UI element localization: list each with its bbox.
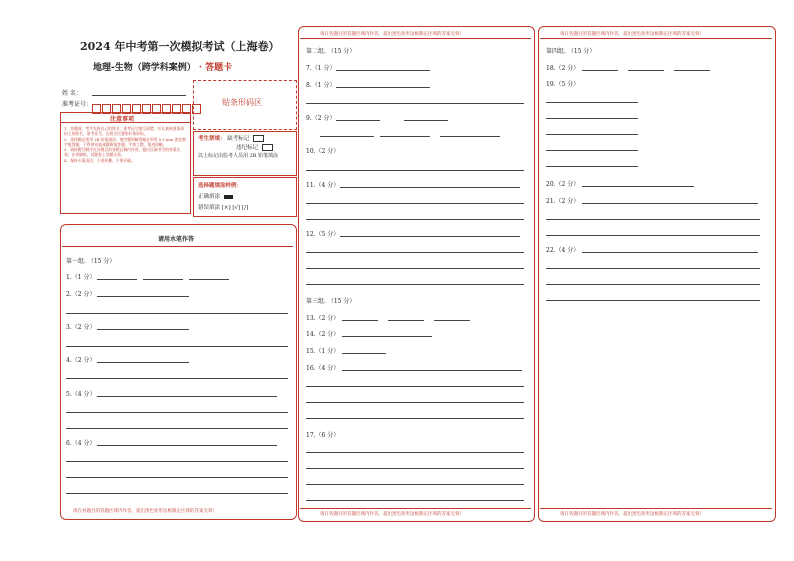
group3-title: 第三组. （15 分）: [306, 298, 356, 305]
q22-answer-line-4[interactable]: [546, 300, 760, 301]
question-16-label: 16.（4 分）: [306, 365, 340, 372]
question-10-label: 10.（2 分）: [306, 148, 340, 155]
q13-answer-line-3[interactable]: [434, 320, 470, 321]
answer-panel-group2-3: [298, 26, 535, 522]
q16-answer-line-2[interactable]: [306, 386, 524, 387]
question-7-label: 7.（1 分）: [306, 65, 336, 72]
q17-answer-line-3[interactable]: [306, 484, 524, 485]
answer-panel-group1: [60, 224, 297, 520]
q12-answer-line-3[interactable]: [306, 268, 524, 269]
q17-answer-line-1[interactable]: [306, 452, 524, 453]
q15-answer-line[interactable]: [342, 353, 386, 354]
absent-note: 以上标记由监考人员用 2B 铅笔填涂: [198, 153, 279, 159]
question-21-label: 21.（2 分）: [546, 198, 580, 205]
question-18-label: 18.（2 分）: [546, 65, 580, 72]
question-5-label: 5.（4 分）: [66, 391, 96, 398]
violation-mark-label: 违纪标记: [236, 145, 259, 151]
subject-label: 地理-生物（跨学科案例）: [93, 63, 196, 73]
violation-mark-checkbox[interactable]: [262, 144, 273, 151]
q5-answer-line-3[interactable]: [66, 428, 288, 429]
wrong-fill-label: 错误填涂 [×] [√] [/]: [198, 205, 249, 211]
question-13-label: 13.（2 分）: [306, 315, 340, 322]
q2-answer-line-2[interactable]: [66, 313, 288, 314]
page-subtitle: [93, 60, 232, 73]
question-6-label: 6.（4 分）: [66, 440, 96, 447]
q18-answer-line-1[interactable]: [582, 70, 618, 71]
question-8-label: 8.（1 分）: [306, 82, 336, 89]
question-12-label: 12.（5 分）: [306, 231, 340, 238]
q22-answer-line-2[interactable]: [546, 268, 760, 269]
q12-answer-line-1[interactable]: [340, 236, 520, 237]
id-label: 准考证号：: [62, 101, 93, 108]
q13-answer-line-2[interactable]: [388, 320, 424, 321]
note-item: 1．答题前，考生先将自己的姓名，准考证号填写清楚，并认真核准条形码上的姓名、准考证号，在规定位置贴好条形码。: [64, 126, 185, 137]
q14-answer-line[interactable]: [342, 336, 432, 337]
q11-answer-line-2[interactable]: [306, 203, 524, 204]
q19-answer-line-3[interactable]: [546, 134, 638, 135]
absent-label: 考生禁填： 缺考标记: [198, 134, 264, 142]
q19-answer-line-1[interactable]: [546, 102, 638, 103]
q22-answer-line-1[interactable]: [582, 252, 758, 253]
answer-panel-group4: [538, 26, 776, 522]
q4-answer-line-2[interactable]: [66, 378, 288, 379]
answer-card-label: 答题卡: [205, 63, 233, 73]
q10-answer-line-1[interactable]: [306, 170, 524, 171]
notes-title: 注意事项: [110, 116, 135, 123]
q11-answer-line-3[interactable]: [306, 219, 524, 220]
group1-title: 第一组. （15 分）: [66, 258, 116, 265]
q21-answer-line-1[interactable]: [582, 203, 758, 204]
q5-answer-line-1[interactable]: [97, 396, 277, 397]
header-warning-right: 请在各题目的答题区域内作答，超出黑色矩形边框限定区域的答案无效！: [560, 32, 704, 37]
q17-answer-line-2[interactable]: [306, 468, 524, 469]
q20-answer-line[interactable]: [582, 186, 694, 187]
q12-answer-line-4[interactable]: [306, 284, 524, 285]
question-20-label: 20.（2 分）: [546, 181, 580, 188]
barcode-label: 贴条形码区: [222, 98, 262, 107]
question-17-label: 17.（6 分）: [306, 432, 340, 439]
q7-answer-line[interactable]: [336, 70, 430, 71]
q2-answer-line[interactable]: [97, 296, 189, 297]
q16-answer-line-1[interactable]: [342, 370, 522, 371]
q3-answer-line[interactable]: [97, 329, 189, 330]
group2-title: 第二组. （15 分）: [306, 48, 356, 55]
q8-answer-line-2[interactable]: [306, 103, 524, 104]
q1-answer-line-1[interactable]: [97, 279, 137, 280]
q21-answer-line-2[interactable]: [546, 219, 760, 220]
q17-answer-line-4[interactable]: [306, 500, 524, 501]
q19-answer-line-4[interactable]: [546, 150, 638, 151]
name-field[interactable]: [92, 95, 186, 96]
question-14-label: 14.（2 分）: [306, 331, 340, 338]
correct-fill-row: [198, 192, 233, 200]
q4-answer-line[interactable]: [97, 362, 189, 363]
q21-answer-line-3[interactable]: [546, 235, 760, 236]
q3-answer-line-2[interactable]: [66, 346, 288, 347]
q9-answer-line-1[interactable]: [336, 120, 380, 121]
q5-answer-line-2[interactable]: [66, 412, 288, 413]
violation-row: [236, 143, 273, 151]
q11-answer-line-1[interactable]: [340, 187, 520, 188]
q18-answer-line-3[interactable]: [674, 70, 710, 71]
question-9-label: 9.（2 分）: [306, 115, 336, 122]
question-15-label: 15.（1 分）: [306, 348, 340, 355]
q6-answer-line-3[interactable]: [66, 477, 288, 478]
q12-answer-line-2[interactable]: [306, 252, 524, 253]
q9-answer-line-4[interactable]: [380, 136, 430, 137]
question-22-label: 22.（4 分）: [546, 247, 580, 254]
header-warning-middle: 请在各题目的答题区域内作答，超出黑色矩形边框限定区域的答案无效！: [320, 32, 464, 37]
fill-sample-title: 选择题填涂样例：: [198, 183, 243, 189]
q1-answer-line-2[interactable]: [143, 279, 183, 280]
note-item: 2．选择题必须用 2B 铅笔填涂；填空题和解答题必须用 0.5 mm 黑色签字笔答题，不得用铅笔或圆珠笔答题；字体工整、笔迹清晰。: [64, 136, 186, 147]
q16-answer-line-4[interactable]: [306, 418, 524, 419]
q6-answer-line-2[interactable]: [66, 461, 288, 462]
footer-warning-right: 请在各题目的答题区域内作答，超出黑色矩形边框限定区域的答案无效！: [560, 512, 704, 517]
page-title: 2024 年中考第一次模拟考试（上海卷）: [80, 40, 280, 53]
q8-answer-line[interactable]: [336, 87, 430, 88]
question-11-label: 11.（4 分）: [306, 182, 340, 189]
q16-answer-line-3[interactable]: [306, 402, 524, 403]
q22-answer-line-3[interactable]: [546, 284, 760, 285]
missing-mark-checkbox[interactable]: [253, 135, 264, 142]
q9-answer-line-2[interactable]: [404, 120, 448, 121]
q9-answer-line-3[interactable]: [320, 136, 374, 137]
filled-box-icon: [224, 195, 233, 199]
question-3-label: 3.（2 分）: [66, 324, 96, 331]
note-item: 3．请按题号顺序在各题目的答题区域内作答，超出区域书写的答案无效；在草稿纸、试题卷上答题无效。: [64, 147, 181, 158]
q13-answer-line-1[interactable]: [342, 320, 378, 321]
card-label: · 答题卡: [195, 63, 233, 73]
q19-answer-line-5[interactable]: [546, 166, 638, 167]
question-19-label: 19.（5 分）: [546, 81, 580, 88]
question-4-label: 4.（2 分）: [66, 357, 96, 364]
q6-answer-line-4[interactable]: [66, 493, 288, 494]
notes-list: [64, 126, 186, 163]
footer-warning-middle: 请在各题目的答题区域内作答，超出黑色矩形边框限定区域的答案无效！: [320, 512, 464, 517]
pen-notice: 请用水笔作答: [158, 236, 195, 243]
missing-mark-label: 缺考标记: [227, 136, 250, 142]
q18-answer-line-2[interactable]: [628, 70, 664, 71]
q6-answer-line-1[interactable]: [97, 445, 277, 446]
q19-answer-line-2[interactable]: [546, 118, 638, 119]
q1-answer-line-3[interactable]: [189, 279, 229, 280]
group4-title: 第四组. （15 分）: [546, 48, 596, 55]
question-1-label: 1.（1 分）: [66, 274, 96, 281]
correct-fill-label: 正确填涂: [198, 194, 221, 200]
footer-warning-left: 请在各题目的答题区域内作答，超出黑色矩形边框限定区域的答案无效！: [73, 509, 217, 514]
question-2-label: 2.（2 分）: [66, 291, 96, 298]
name-label: 姓 名：: [62, 90, 82, 97]
q9-answer-line-5[interactable]: [440, 136, 500, 137]
note-item: 4．保持卡面清洁，不要折叠、不要弄破。: [64, 157, 135, 163]
